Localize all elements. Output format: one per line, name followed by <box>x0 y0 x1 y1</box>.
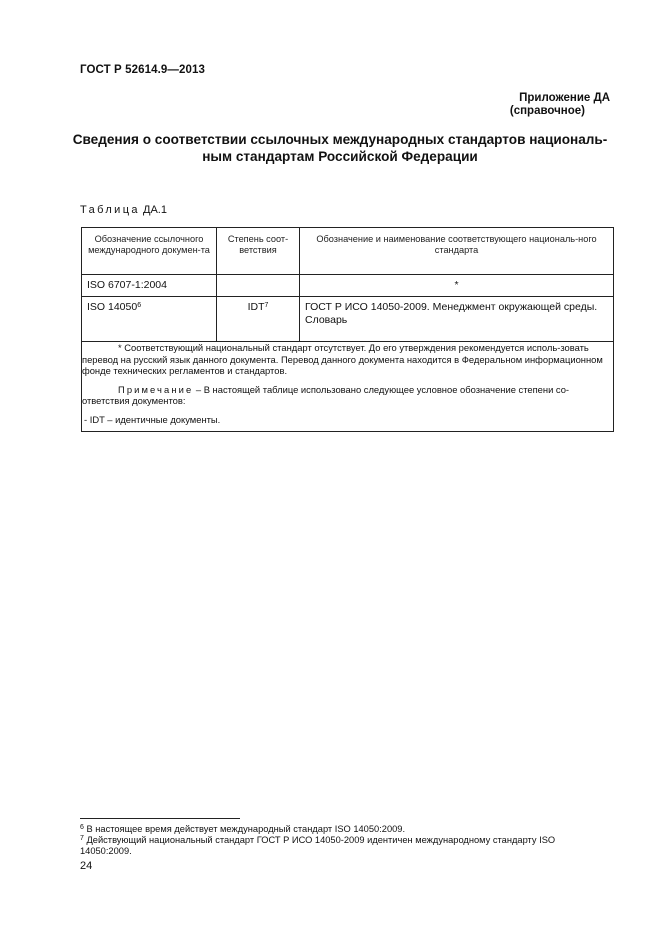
asterisk-note: * Соответствующий национальный стандарт отсутствует. До его утверждения рекомендуется исполь-зовать перевод на русский язык данного документа. Перевод данного документа находится в Федеральном информационном фонде технических регламентов и стандартов. <box>82 342 603 376</box>
row1-degree <box>217 275 300 297</box>
table-caption <box>80 204 167 216</box>
page-number: 24 <box>80 860 93 872</box>
annex-title: Приложение ДА <box>519 92 610 104</box>
table-header-row <box>82 228 614 275</box>
footnote-divider <box>80 818 240 819</box>
document-title <box>70 131 610 165</box>
header-degree: Степень соот-ветствия <box>217 228 300 275</box>
footnote-6: $^6$ В настоящее время действует международный стандарт ISO 14050:2009. <box>80 824 406 834</box>
row1-national: * <box>300 275 614 297</box>
table-caption-number: ДА.1 <box>143 204 167 216</box>
table-caption-word: Таблица <box>80 204 140 216</box>
table-notes <box>82 342 614 432</box>
row2-national: ГОСТ Р ИСО 14050-2009. Менеджмент окружающей среды. Словарь <box>300 297 614 342</box>
footnote-ref-7: 7 <box>264 302 269 309</box>
row2-designation: ISO 14050$^6$ <box>82 297 217 342</box>
standard-id: ГОСТ Р 52614.9—2013 <box>80 64 205 76</box>
footnote-ref-6: 6 <box>137 302 142 309</box>
header-designation: Обозначение ссылочного международного докумен-та <box>82 228 217 275</box>
document-title-line2: ным стандартам Российской Федерации <box>202 149 478 164</box>
row1-designation: ISO 6707-1:2004 <box>82 275 217 297</box>
table-note: Примечание – В настоящей таблице использовано следующее условное обозначение степени со-ответствия документов: <box>82 383 570 406</box>
table-row <box>82 275 614 297</box>
header-national-standard: Обозначение и наименование соответствующего националь-ного стандарта <box>300 228 614 275</box>
annex-subtitle: (справочное) <box>509 105 585 117</box>
idt-definition: - IDT – идентичные документы. <box>84 413 221 425</box>
row2-degree: IDT$^7$ <box>217 297 300 342</box>
footnote-7: $^7$ Действующий национальный стандарт ГОСТ Р ИСО 14050-2009 идентичен международному стандарту ISO 14050:2009. <box>80 835 556 856</box>
table-row <box>82 297 614 342</box>
document-title-line1: Сведения о соответствии ссылочных международных стандартов националь- <box>72 132 608 147</box>
table-notes-row <box>82 342 614 432</box>
conformance-table <box>81 227 614 432</box>
